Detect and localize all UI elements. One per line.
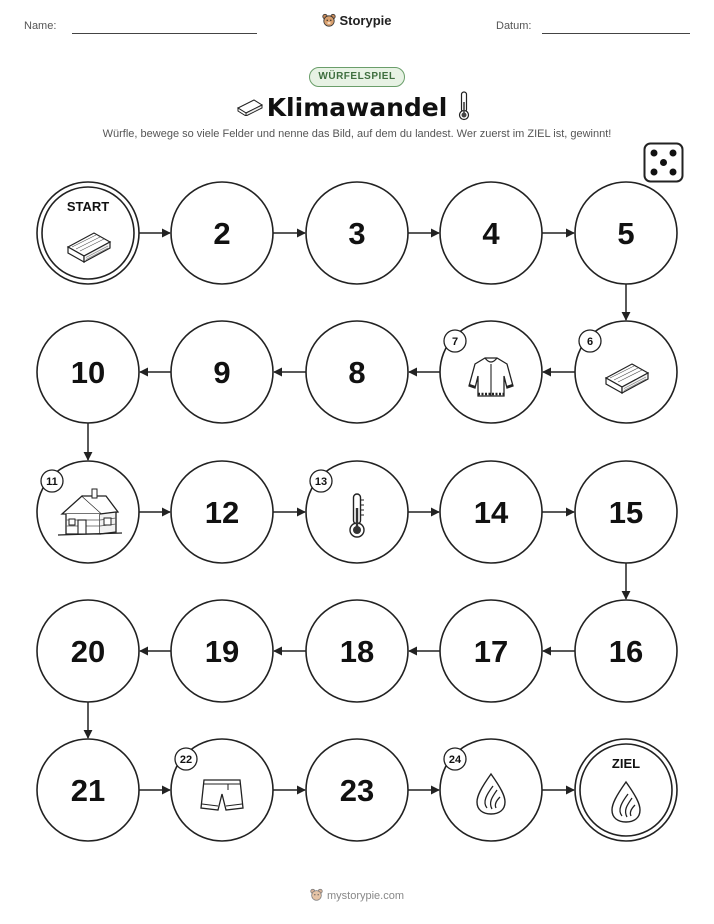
game-type-badge: WÜRFELSPIEL [309,67,405,87]
board-field-8[interactable] [306,321,408,423]
board-field-6[interactable] [575,321,677,423]
field-number: 4 [482,216,500,251]
board-field-18[interactable] [306,600,408,702]
field-number: 24 [448,754,462,766]
footer [0,888,714,902]
board-field-21[interactable] [37,739,139,841]
field-number: 5 [617,216,635,251]
brand-name: Storypie [339,13,392,28]
board-field-14[interactable] [440,461,542,563]
field-number: 21 [70,773,106,808]
name-label: Name: [24,20,57,32]
board-field-20[interactable] [37,600,139,702]
field-number: 15 [608,495,644,530]
date-label: Datum: [496,20,532,32]
goal-field[interactable] [575,739,677,841]
board-field-22[interactable] [171,739,273,841]
page-title: Klimawandel [266,93,448,122]
board-field-12[interactable] [171,461,273,563]
start-field[interactable] [37,182,139,284]
board-field-24[interactable] [440,739,542,841]
footer-url[interactable]: mystorypie.com [326,890,405,902]
board-field-2[interactable] [171,182,273,284]
board-field-23[interactable] [306,739,408,841]
field-number: 8 [348,355,366,390]
field-number: 18 [339,634,375,669]
board-field-19[interactable] [171,600,273,702]
board-field-13[interactable] [306,461,408,563]
field-number: 17 [473,634,509,669]
board-field-16[interactable] [575,600,677,702]
field-number: 22 [179,754,193,766]
field-number: 14 [473,495,509,530]
bear-icon [310,888,323,901]
field-number: 11 [46,476,58,488]
board-field-11[interactable] [37,461,139,563]
board-field-4[interactable] [440,182,542,284]
board-field-9[interactable] [171,321,273,423]
field-number: 13 [314,476,328,488]
board-field-3[interactable] [306,182,408,284]
field-number: 20 [70,634,106,669]
field-number: 10 [70,355,106,390]
board-field-15[interactable] [575,461,677,563]
field-number: 16 [608,634,644,669]
field-number: 6 [586,336,594,348]
board-field-10[interactable] [37,321,139,423]
field-number: 2 [213,216,231,251]
field-number: 7 [451,336,459,348]
field-number: 19 [204,634,240,669]
instructions: Würfle, bewege so viele Felder und nenne das Bild, auf dem du landest. Wer zuerst im ZIEL ist, gewinnt! [102,128,612,140]
goal-label: ZIEL [611,756,641,771]
start-label: START [66,199,110,214]
field-number: 12 [204,495,240,530]
field-number: 9 [213,355,231,390]
field-number: 23 [339,773,375,808]
board-field-17[interactable] [440,600,542,702]
field-number: 3 [348,216,366,251]
board-field-5[interactable] [575,182,677,284]
board-field-7[interactable] [440,321,542,423]
